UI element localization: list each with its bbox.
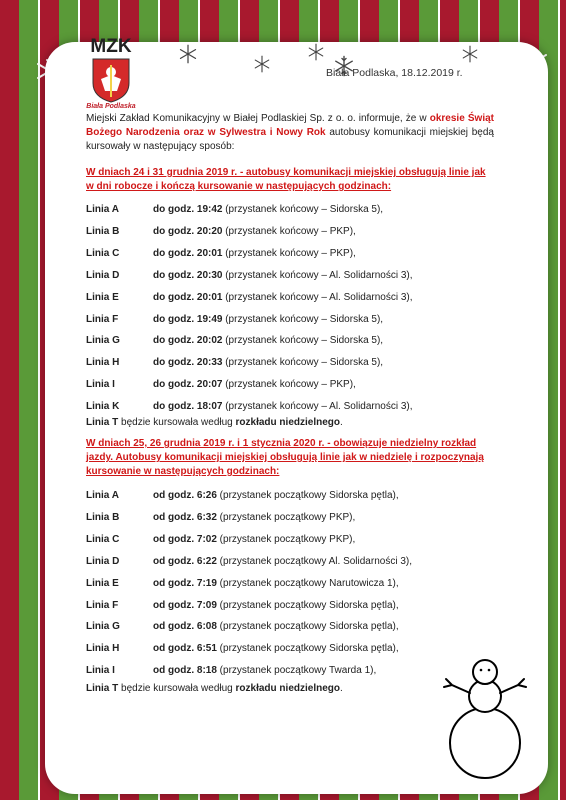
line-time: od godz. 8:18 (przystanek początkowy Twarda 1), xyxy=(153,665,377,677)
section1-note: Linia T będzie kursowała według rozkładu niedzielnego. xyxy=(86,417,343,428)
snowflake-icon xyxy=(253,55,271,73)
snowflake-icon xyxy=(307,43,325,61)
line-time: od godz. 7:19 (przystanek początkowy Narutowicza 1), xyxy=(153,577,399,589)
line-time: do godz. 20:33 (przystanek końcowy – Sidorska 5), xyxy=(153,357,384,369)
route-row xyxy=(86,620,506,634)
route-row xyxy=(86,225,506,239)
line-name: Linia H xyxy=(86,357,120,369)
line-time: do godz. 20:20 (przystanek końcowy – PKP), xyxy=(153,225,356,237)
route-row xyxy=(86,291,506,305)
line-time: od godz. 6:22 (przystanek początkowy Al. Solidarności 3), xyxy=(153,555,412,567)
intro-highlight: okresie Świąt Bożego Narodzenia oraz w Sylwestra i Nowy Rok xyxy=(86,113,494,138)
line-name: Linia D xyxy=(86,269,120,281)
line-name: Linia F xyxy=(86,313,119,325)
line-name: Linia H xyxy=(86,643,120,655)
line-time: do godz. 18:07 (przystanek końcowy – Al. Solidarności 3), xyxy=(153,401,413,413)
route-row xyxy=(86,555,506,569)
snowman-icon xyxy=(430,655,540,785)
line-time: do godz. 20:30 (przystanek końcowy – Al. Solidarności 3), xyxy=(153,269,413,281)
line-name: Linia B xyxy=(86,225,120,237)
route-row xyxy=(86,378,506,392)
section1-heading: W dniach 24 i 31 grudnia 2019 r. - autobusy komunikacji miejskiej obsługują linie jak w dni robocze i kończą kursowanie w następujących godzinach: xyxy=(86,167,486,192)
line-time: do godz. 20:07 (przystanek końcowy – PKP), xyxy=(153,379,356,391)
line-time: od godz. 6:32 (przystanek początkowy PKP), xyxy=(153,511,356,523)
line-name: Linia A xyxy=(86,490,119,501)
line-time: od godz. 7:02 (przystanek początkowy PKP), xyxy=(153,533,356,545)
intro-paragraph: Miejski Zakład Komunikacyjny w Białej Podlaskiej Sp. z o. o. informuje, że w okresie Świąt Bożego Narodzenia oraz w Sylwestra i Nowy Rok autobusy komunikacji miejskiej będą kursowały w następujący sposób: xyxy=(86,113,494,152)
line-name: Linia D xyxy=(86,555,120,567)
line-name: Linia C xyxy=(86,247,120,259)
line-time: od godz. 6:51 (przystanek początkowy Sidorska pętla), xyxy=(153,643,399,655)
section2-note: Linia T będzie kursowała według rozkładu niedzielnego. xyxy=(86,683,343,694)
mzk-logo xyxy=(88,36,134,118)
line-time: do godz. 20:01 (przystanek końcowy – Al. Solidarności 3), xyxy=(153,291,413,303)
line-name: Linia G xyxy=(86,335,120,347)
route-row xyxy=(86,400,506,414)
line-name: Linia E xyxy=(86,291,119,303)
route-row xyxy=(86,599,506,613)
route-row xyxy=(86,489,506,503)
line-time: od godz. 6:26 (przystanek początkowy Sidorska pętla), xyxy=(153,490,399,501)
line-time: do godz. 19:42 (przystanek końcowy – Sidorska 5), xyxy=(153,204,384,215)
snowflake-icon xyxy=(178,44,198,64)
line-time: od godz. 6:08 (przystanek początkowy Sidorska pętla), xyxy=(153,621,399,633)
line-name: Linia K xyxy=(86,401,120,413)
route-row xyxy=(86,533,506,547)
route-row xyxy=(86,247,506,261)
line-name: Linia E xyxy=(86,577,119,589)
coat-of-arms-icon xyxy=(91,57,131,103)
line-name: Linia A xyxy=(86,204,119,215)
line-name: Linia G xyxy=(86,621,120,633)
line-time: do godz. 20:01 (przystanek końcowy – PKP), xyxy=(153,247,356,259)
line-name: Linia C xyxy=(86,533,120,545)
line-name: Linia F xyxy=(86,599,119,611)
line-time: do godz. 19:49 (przystanek końcowy – Sidorska 5), xyxy=(153,313,384,325)
route-row xyxy=(86,334,506,348)
route-row xyxy=(86,203,506,217)
logo-title: MZK xyxy=(90,36,132,57)
line-time: od godz. 7:09 (przystanek początkowy Sidorska pętla), xyxy=(153,599,399,611)
line-name: Linia I xyxy=(86,379,115,391)
route-row xyxy=(86,269,506,283)
date-line: Biała Podlaska, 18.12.2019 r. xyxy=(326,67,463,79)
route-row xyxy=(86,313,506,327)
line-name: Linia B xyxy=(86,511,120,523)
logo-caption: Biała Podlaska xyxy=(86,103,136,110)
section2-heading: W dniach 25, 26 grudnia 2019 r. i 1 stycznia 2020 r. - obowiązuje niedzielny rozkład jazdy. Autobusy komunikacji miejskiej obsługują linie jak w niedzielę i rozpoczynają kursowanie w następujących godzinach: xyxy=(86,438,484,477)
route-row xyxy=(86,356,506,370)
route-row xyxy=(86,511,506,525)
line-time: do godz. 20:02 (przystanek końcowy – Sidorska 5), xyxy=(153,335,384,347)
snowflake-icon xyxy=(461,45,479,63)
line-name: Linia I xyxy=(86,665,115,677)
route-row xyxy=(86,577,506,591)
